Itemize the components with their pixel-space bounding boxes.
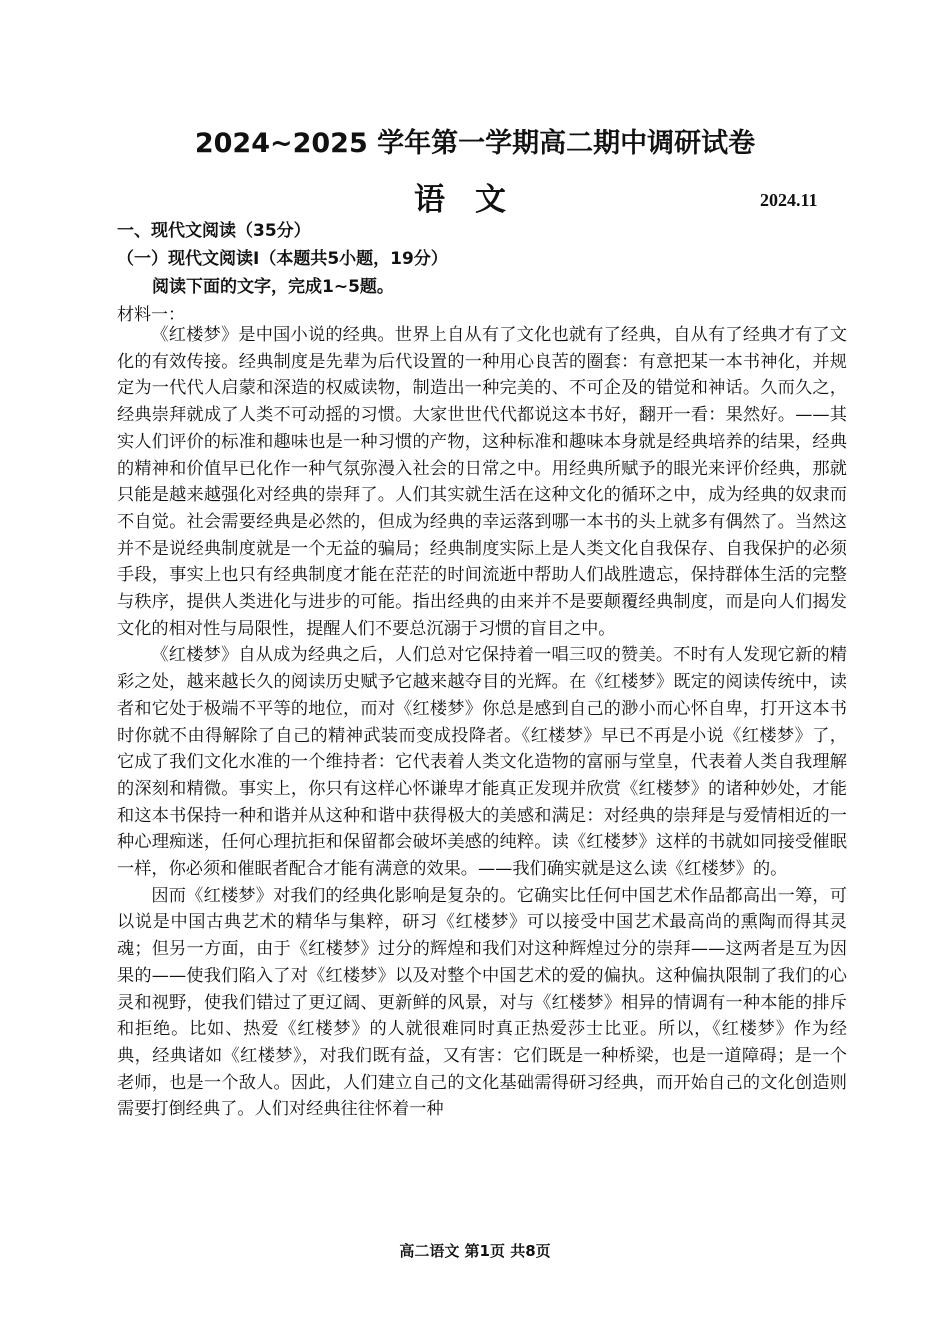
material-body <box>117 322 847 1123</box>
page-footer: 高二语文 第1页 共8页 <box>399 1242 551 1260</box>
paragraph: 《红楼梦》是中国小说的经典。世界上自从有了文化也就有了经典，自从有了经典才有了文化的有效传接。经典制度是先辈为后代设置的一种用心良苦的圈套：有意把某一本书神化，并规定为一代代人启蒙和深造的权威读物，制造出一种完美的、不可企及的错觉和神话。久而久之，经典崇拜就成了人类不可动摇的习惯。大家世世代代都说这本书好，翻开一看：果然好。——其实人们评价的标准和趣味也是一种习惯的产物，这种标准和趣味本身就是经典培养的结果，经典的精神和价值早已化作一种气氛弥漫入社会的日常之中。用经典所赋予的眼光来评价经典，那就只能是越来越强化对经典的崇拜了。人们其实就生活在这种文化的循环之中，成为经典的奴隶而不自觉。社会需要经典是必然的，但成为经典的幸运落到哪一本书的头上就多有偶然了。当然这并不是说经典制度就是一个无益的骗局；经典制度实际上是人类文化自我保存、自我保护的必须手段，事实上也只有经典制度才能在茫茫的时间流逝中帮助人们战胜遗忘，保持群体生活的完整与秩序，提供人类进化与进步的可能。指出经典的由来并不是要颠覆经典制度，而是向人们揭发文化的相对性与局限性，提醒人们不要总沉溺于习惯的盲目之中。 <box>117 325 847 639</box>
sub-section-heading: （一）现代文阅读Ⅰ（本题共5小题，19分） <box>117 249 448 269</box>
paragraph: 因而《红楼梦》对我们的经典化影响是复杂的。它确实比任何中国艺术作品都高出一筹，可以说是中国古典艺术的精华与集粹，研习《红楼梦》可以接受中国艺术最高尚的熏陶而得其灵魂；但另一方面，由于《红楼梦》过分的辉煌和我们对这种辉煌过分的崇拜——这两者是互为因果的——使我们陷入了对《红楼梦》以及对整个中国艺术的爱的偏执。这种偏执限制了我们的心灵和视野，使我们错过了更辽阔、更新鲜的风景，对与《红楼梦》相异的情调有一种本能的排斥和拒绝。比如、热爱《红楼梦》的人就很难同时真正热爱莎士比亚。所以，《红楼梦》作为经典，经典诸如《红楼梦》，对我们既有益，又有害：它们既是一种桥梁，也是一道障碍；是一个老师，也是一个敌人。因此，人们建立自己的文化基础需得研习经典，而开始自己的文化创造则需要打倒经典了。人们对经典往往怀着一种 <box>117 885 847 1120</box>
subject-title: 语文 <box>414 182 536 218</box>
material-label: 材料一： <box>117 305 185 325</box>
exam-title: 2024~2025 学年第一学期高二期中调研试卷 <box>194 128 756 159</box>
exam-date: 2024.11 <box>760 190 818 210</box>
paragraph: 《红楼梦》自从成为经典之后，人们总对它保持着一唱三叹的赞美。不时有人发现它新的精彩之处，越来越长久的阅读历史赋予它越来越夺目的光辉。在《红楼梦》既定的阅读传统中，读者和它处于极端不平等的地位，而对《红楼梦》你总是感到自己的渺小而心怀自卑，打开这本书时你就不由得解除了自己的精神武装而变成投降者。《红楼梦》早已不再是小说《红楼梦》了，它成了我们文化水准的一个维持者：它代表着人类文化造物的富丽与堂皇，代表着人类自我理解的深刻和精微。事实上，你只有这样心怀谦卑才能真正发现并欣赏《红楼梦》的诸种妙处，才能和这本书保持一种和谐并从这种和谐中获得极大的美感和满足：对经典的崇拜是与爱情相近的一种心理痴迷，任何心理抗拒和保留都会破坏美感的纯粹。读《红楼梦》这样的书就如同接受催眠一样，你必须和催眠者配合才能有满意的效果。——我们确实就是这么读《红楼梦》的。 <box>117 645 847 880</box>
section-heading: 一、现代文阅读（35分） <box>117 221 311 241</box>
instruction-text: 阅读下面的文字，完成1~5题。 <box>152 277 394 297</box>
